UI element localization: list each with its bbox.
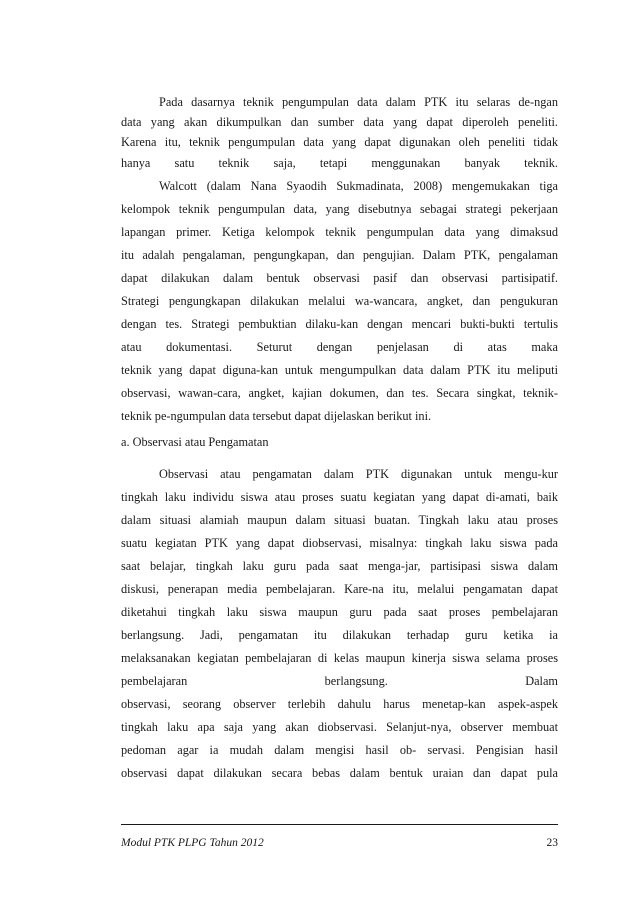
paragraph-line: itu adalah pengalaman, pengungkapan, dan pengujian. Dalam PTK, pengalaman (121, 248, 558, 262)
paragraph-line: suatu kegiatan PTK yang dapat diobservasi, misalnya: tingkah laku siswa pada (121, 536, 558, 550)
paragraph-line: Karena itu, teknik pengumpulan data yang dapat digunakan oleh peneliti tidak (121, 135, 558, 149)
paragraph-line: dengan tes. Strategi pembuktian dilaku-kan dengan mencari bukti-bukti tertulis (121, 317, 558, 331)
paragraph-line: Pada dasarnya teknik pengumpulan data dalam PTK itu selaras de-ngan (159, 95, 558, 109)
paragraph-line: diketahui tingkah laku siswa maupun guru pada saat proses pembelajaran (121, 605, 558, 619)
footer-module-title: Modul PTK PLPG Tahun 2012 (121, 837, 264, 849)
footer-divider (121, 824, 558, 825)
paragraph-line: Strategi pengungkapan dilakukan melalui wa-wancara, angket, dan pengukuran (121, 294, 558, 308)
paragraph-line: pembelajaran berlangsung. Dalam (121, 674, 558, 688)
paragraph-line: teknik yang dapat diguna-kan untuk mengumpulkan data dalam PTK itu meliputi (121, 363, 558, 377)
paragraph-line: saat belajar, tingkah laku guru pada saat menga-jar, partisipasi siswa dalam (121, 559, 558, 573)
paragraph-line: data yang akan dikumpulkan dan sumber data yang dapat diperoleh peneliti. (121, 115, 558, 129)
paragraph-line: observasi, seorang observer terlebih dahulu harus menetap-kan aspek-aspek (121, 697, 558, 711)
paragraph-line: hanya satu teknik saja, tetapi menggunakan banyak teknik. (121, 156, 558, 170)
paragraph-line: lapangan primer. Ketiga kelompok teknik pengumpulan data yang dimaksud (121, 225, 558, 239)
paragraph-line: dalam situasi alamiah maupun dalam situasi buatan. Tingkah laku atau proses (121, 513, 558, 527)
paragraph-line: tingkah laku apa saja yang akan diobservasi. Selanjut-nya, observer membuat (121, 720, 558, 734)
page-number: 23 (546, 837, 558, 849)
paragraph-line: diskusi, penerapan media pembelajaran. Kare-na itu, melalui pengamatan dapat (121, 582, 558, 596)
paragraph-line: Observasi atau pengamatan dalam PTK digunakan untuk mengu-kur (159, 467, 558, 481)
paragraph-line: observasi dapat dilakukan secara bebas dalam bentuk uraian dan dapat pula (121, 766, 558, 780)
paragraph-line: tingkah laku individu siswa atau proses suatu kegiatan yang dapat di-amati, baik (121, 490, 558, 504)
paragraph-line: melaksanakan kegiatan pembelajaran di kelas maupun kinerja siswa selama proses (121, 651, 558, 665)
paragraph-line: Walcott (dalam Nana Syaodih Sukmadinata, 2008) mengemukakan tiga (159, 179, 558, 193)
paragraph-line: atau dokumentasi. Seturut dengan penjelasan di atas maka (121, 340, 558, 354)
paragraph-line: kelompok teknik pengumpulan data, yang disebutnya sebagai strategi pekerjaan (121, 202, 558, 216)
paragraph-line: teknik pe-ngumpulan data tersebut dapat dijelaskan berikut ini. (121, 409, 432, 423)
paragraph-line: dapat dilakukan dalam bentuk observasi pasif dan observasi partisipatif. (121, 271, 558, 285)
paragraph-line: pedoman agar ia mudah dalam mengisi hasil ob- servasi. Pengisian hasil (121, 743, 558, 757)
section-heading: a. Observasi atau Pengamatan (121, 435, 269, 449)
paragraph-line: berlangsung. Jadi, pengamatan itu dilakukan terhadap guru ketika ia (121, 628, 558, 642)
paragraph-line: observasi, wawan-cara, angket, kajian dokumen, dan tes. Secara singkat, teknik- (121, 386, 558, 400)
